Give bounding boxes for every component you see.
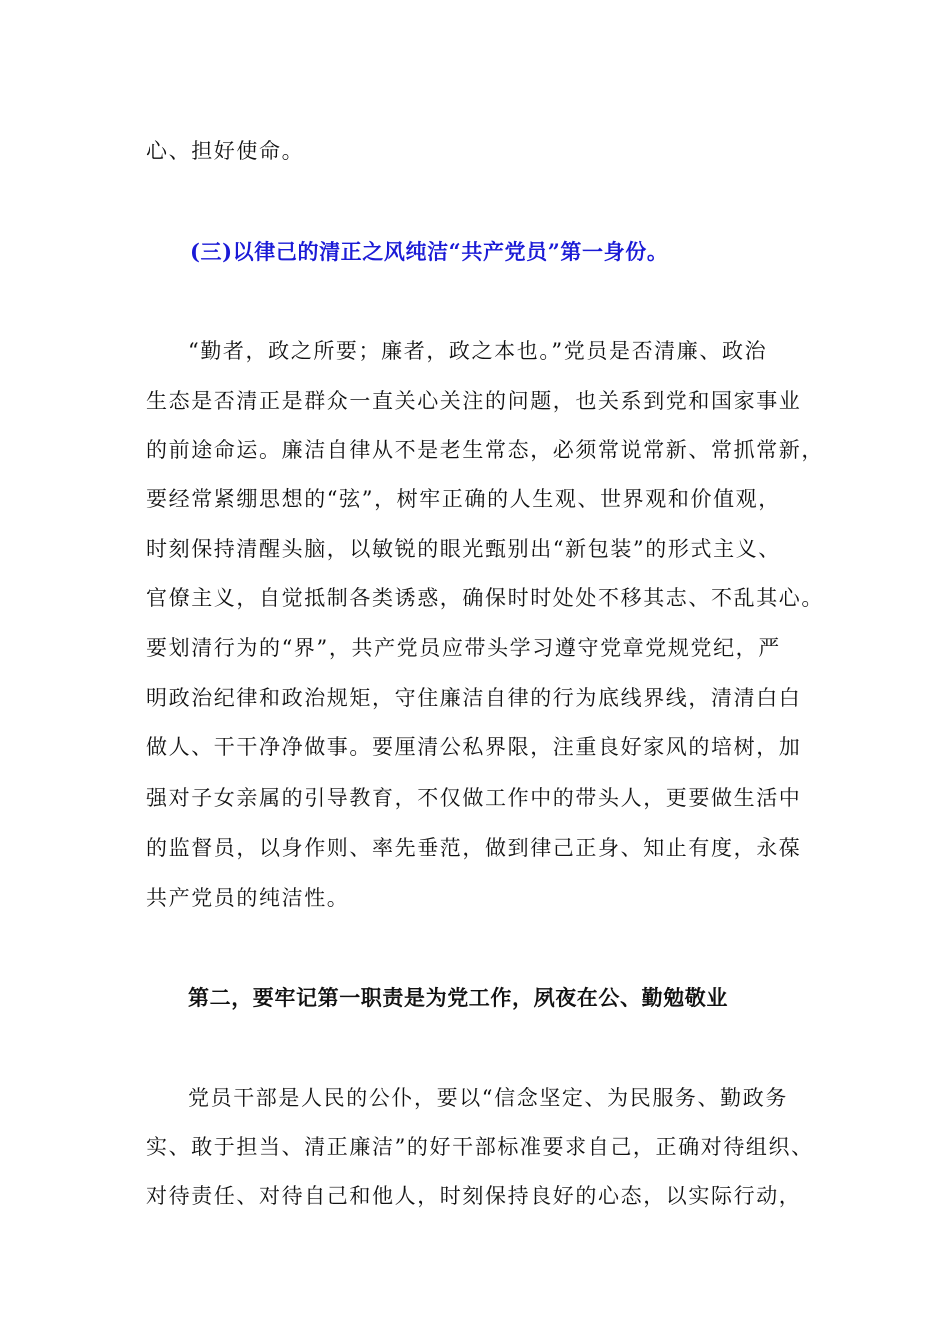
paragraph-line: 明政治纪律和政治规矩，守住廉洁自律的行为底线界线，清清白白 xyxy=(146,686,802,710)
paragraph-line: 的监督员，以身作则、率先垂范，做到律己正身、知止有度，永葆 xyxy=(146,836,802,860)
paragraph-line: 强对子女亲属的引导教育，不仅做工作中的带头人，更要做生活中 xyxy=(146,786,802,810)
paragraph-line: 党员干部是人民的公仆，要以“信念坚定、为民服务、勤政务 xyxy=(188,1086,788,1110)
paragraph-line: 共产党员的纯洁性。 xyxy=(146,886,350,910)
paragraph-line: 官僚主义，自觉抵制各类诱惑，确保时时处处不移其志、不乱其心。 xyxy=(146,586,824,610)
paragraph-line: 实、敢于担当、清正廉洁”的好干部标准要求自己，正确对待组织、 xyxy=(146,1135,814,1159)
paragraph-line: 时刻保持清醒头脑，以敏锐的眼光甄别出“新包装”的形式主义、 xyxy=(146,537,781,561)
paragraph-line: 对待责任、对待自己和他人，时刻保持良好的心态，以实际行动， xyxy=(146,1184,802,1208)
section-heading: (三)以律己的清正之风纯洁“共产党员”第一身份。 xyxy=(190,239,669,264)
paragraph-line: 做人、干干净净做事。要厘清公私界限，注重良好家风的培树，加 xyxy=(146,735,802,759)
paragraph-line: 要经常紧绷思想的“弦”，树牢正确的人生观、世界观和价值观， xyxy=(146,487,781,511)
paragraph-line: 要划清行为的“界”，共产党员应带头学习遵守党章党规党纪，严 xyxy=(146,636,781,660)
paragraph-line: 生态是否清正是群众一直关心关注的问题，也关系到党和国家事业 xyxy=(146,389,802,413)
paragraph-line: 的前途命运。廉洁自律从不是老生常态，必须常说常新、常抓常新， xyxy=(146,438,824,462)
part-heading: 第二，要牢记第一职责是为党工作，夙夜在公、勤勉敬业 xyxy=(188,985,728,1010)
paragraph-line: “勤者，政之所要；廉者，政之本也。”党员是否清廉、政治 xyxy=(188,339,768,363)
paragraph-line: 心、担好使命。 xyxy=(146,139,305,163)
